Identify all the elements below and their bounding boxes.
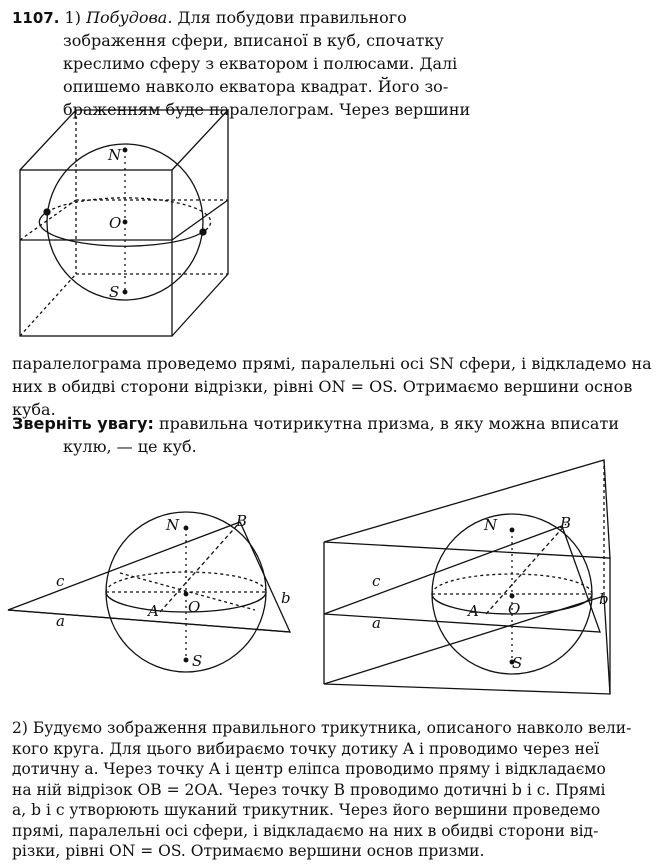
intro-line-1: [12, 6, 407, 30]
cont-line-3: куба.: [12, 400, 56, 419]
intro-line-2: зображення сфери, вписаної в куб, спочатку: [63, 31, 444, 50]
part2-line-2: кого круга. Для цього вибираємо точку дотику A і проводимо через неї: [12, 739, 600, 758]
note-line-1: [12, 412, 619, 435]
label-b: B: [236, 512, 248, 530]
point-s: [123, 290, 127, 294]
part2-line-6: прямі, паралельні осі сфери, і відкладаємо на них в обидві сторони від-: [12, 821, 599, 840]
label-o: O: [109, 214, 122, 232]
label-s: S: [192, 652, 203, 670]
label-c: c: [372, 572, 381, 590]
prism-mid-section: [324, 526, 600, 632]
part2-line-5: a, b і c утворюють шуканий трикутник. Через його вершини проведемо: [12, 801, 601, 819]
label-o: O: [508, 600, 521, 618]
label-n: N: [108, 146, 122, 164]
note-line-2: кулю, — це куб.: [63, 437, 197, 456]
intro-line-1-rest: Для побудови правильного: [177, 8, 407, 27]
intro-line-3: креслимо сферу з екватором і полюсами. Далі: [63, 54, 458, 73]
note-label: Зверніть увагу:: [12, 414, 154, 433]
label-n: N: [166, 516, 180, 534]
point-o: [184, 592, 188, 596]
label-c: c: [56, 572, 65, 590]
cube-front-face: [20, 170, 172, 336]
label-a-point: A: [148, 602, 159, 620]
label-a: a: [372, 614, 381, 632]
cube-hidden-bottom-left: [20, 274, 76, 336]
point-o: [123, 220, 127, 224]
part2-line-4: на ній відрізок OB = 2OA. Через точку B проводимо дотичні b і c. Прямі: [12, 780, 606, 799]
note-text: правильна чотирикутна призма, в яку можна вписати: [158, 414, 619, 433]
part2-line-7: різки, рівні ON = OS. Отримаємо вершини основ призми.: [12, 842, 485, 860]
intro-line-5: браженням буде паралелограм. Через вершини: [63, 100, 471, 119]
problem-number: 1107.: [12, 9, 60, 27]
point-n: [184, 526, 188, 530]
part2-line-1: 2) Будуємо зображення правильного трикутника, описаного навколо вели-: [12, 719, 632, 737]
cont-line-2: них в обидві сторони відрізки, рівні ON = OS. Отримаємо вершини основ: [12, 377, 633, 396]
label-a-point: A: [468, 602, 479, 620]
label-b-line: b: [281, 589, 291, 607]
label-b: B: [560, 514, 572, 532]
cont-line-1: паралелограма проведемо прямі, паралельні осі SN сфери, і відкладемо на: [12, 354, 652, 373]
label-o: O: [188, 598, 201, 616]
figure-prism: [316, 458, 646, 698]
point-n: [123, 148, 127, 152]
figure-triangle: [0, 500, 300, 700]
intro-line-4: опишемо навколо екватора квадрат. Його зо-: [63, 77, 449, 96]
figure-cube-sphere: [10, 100, 270, 340]
label-n: N: [484, 516, 498, 534]
part-marker: 1): [64, 8, 81, 27]
line-ab: [486, 524, 566, 614]
point-s: [184, 658, 188, 662]
tangent-point-left: [44, 209, 50, 215]
equator-back: [47, 198, 211, 232]
cube-top-face: [20, 110, 228, 170]
label-s: S: [109, 283, 120, 301]
label-s: S: [512, 654, 523, 672]
label-b-line: b: [599, 590, 609, 608]
point-n: [510, 528, 514, 532]
tangent-point-right: [200, 229, 206, 235]
prism-top: [324, 460, 610, 558]
cube-right-face: [172, 110, 228, 336]
point-o: [510, 594, 514, 598]
part2-line-3: дотичну a. Через точку A і центр еліпса проводимо пряму і відкладаємо: [12, 760, 606, 778]
label-a: a: [56, 612, 65, 630]
section-heading: Побудова.: [86, 8, 173, 27]
